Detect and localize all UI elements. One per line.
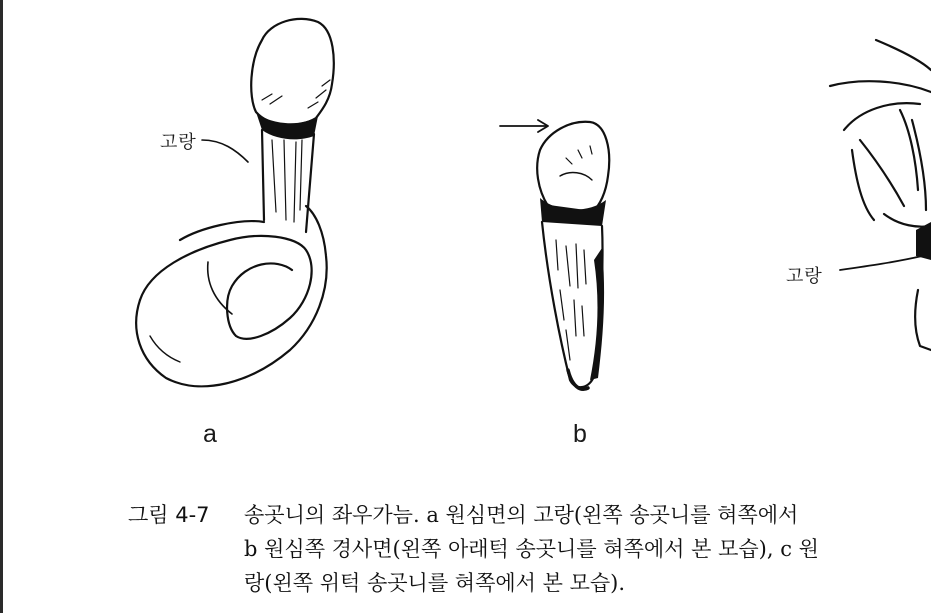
- caption-line-2: b 원심쪽 경사면(왼쪽 아래턱 송곳니를 혀쪽에서 본 모습), c 원: [244, 537, 819, 561]
- panel-a-drawing: [136, 19, 334, 386]
- caption-line-3: 랑(왼쪽 위턱 송곳니를 혀쪽에서 본 모습).: [244, 571, 626, 595]
- tooth-b-crown: [537, 122, 609, 212]
- tooth-a-crown: [251, 19, 334, 125]
- callout-label-c: 고랑: [786, 266, 823, 287]
- callout-leader-c: [840, 256, 922, 270]
- panel-label-a: a: [203, 420, 217, 448]
- figure-number: 그림 4-7: [128, 503, 210, 527]
- caption-line-1: [128, 498, 928, 532]
- callout-leader-a: [202, 140, 248, 162]
- callout-label-a: 고랑: [160, 132, 197, 153]
- caption-text-1: 송곳니의 좌우가늠. a 원심면의 고랑(왼쪽 송곳니를 혀쪽에서: [244, 503, 799, 527]
- figure-caption: [128, 498, 928, 600]
- panel-c-drawing: [830, 40, 931, 350]
- panel-b-drawing: [500, 120, 609, 389]
- tooth-a-root: [262, 130, 314, 232]
- panel-label-b: b: [573, 420, 587, 448]
- finger-outline: [140, 236, 312, 339]
